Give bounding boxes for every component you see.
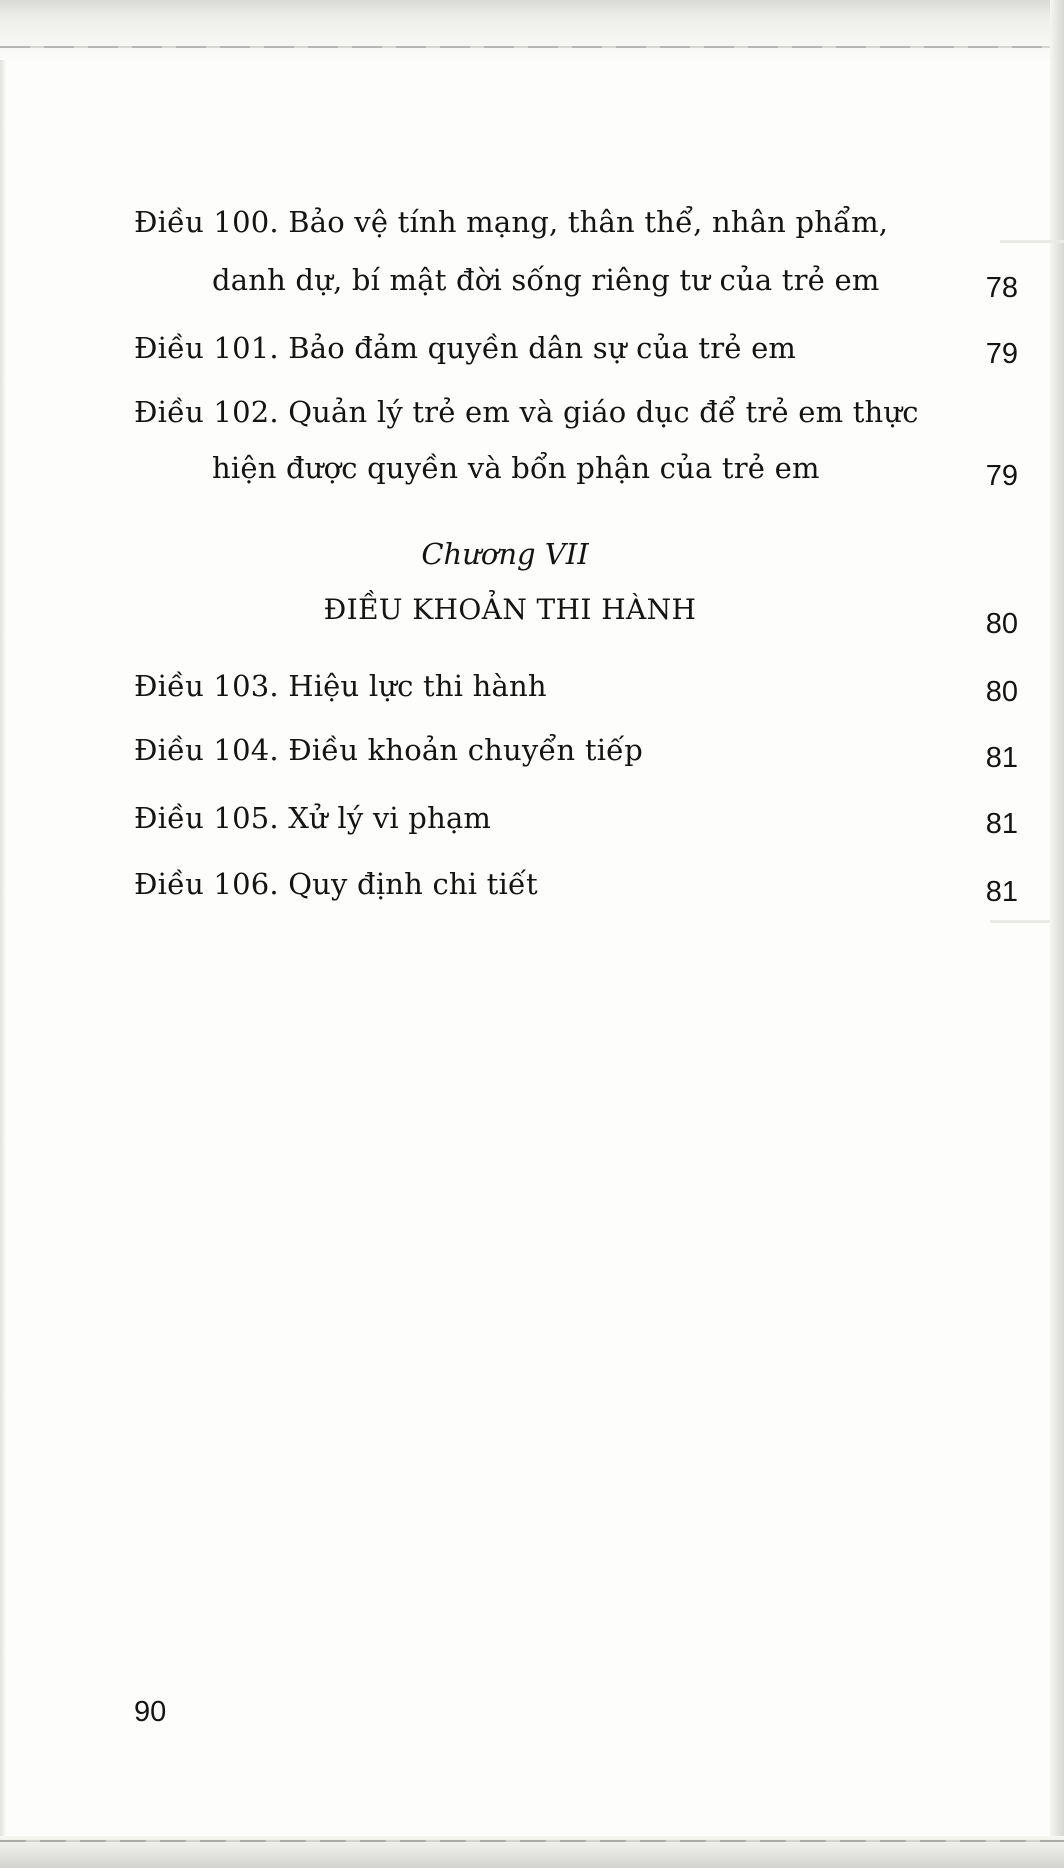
top-edge-line — [0, 46, 1064, 48]
show-through-mark — [990, 920, 1050, 923]
page-number: 90 — [134, 1696, 167, 1728]
toc-entry-102-page: 79 — [985, 460, 1018, 492]
toc-entry-106: Điều 106. Quy định chi tiết — [134, 867, 538, 901]
bottom-edge-line — [0, 1840, 1064, 1842]
toc-entry-100-page: 78 — [985, 272, 1018, 304]
chapter-label: Chương VII — [421, 537, 589, 571]
toc-entry-103-page: 80 — [985, 676, 1018, 708]
toc-entry-100-line1: Điều 100. Bảo vệ tính mạng, thân thể, nhân phẩm, — [134, 205, 889, 239]
show-through-mark — [1000, 240, 1064, 243]
toc-entry-104: Điều 104. Điều khoản chuyển tiếp — [134, 733, 643, 767]
toc-entry-102-line1: Điều 102. Quản lý trẻ em và giáo dục để trẻ em thực — [134, 395, 919, 429]
chapter-page: 80 — [985, 608, 1018, 640]
page-right-edge — [1050, 0, 1064, 1868]
chapter-title: ĐIỀU KHOẢN THI HÀNH — [323, 593, 697, 626]
toc-entry-102-line2: hiện được quyền và bổn phận của trẻ em — [212, 451, 820, 485]
toc-entry-101-page: 79 — [985, 338, 1018, 370]
page-left-edge — [0, 0, 6, 1868]
toc-entry-103: Điều 103. Hiệu lực thi hành — [134, 669, 547, 703]
toc-entry-100-line2: danh dự, bí mật đời sống riêng tư của trẻ em — [212, 263, 880, 297]
toc-entry-101: Điều 101. Bảo đảm quyền dân sự của trẻ em — [134, 331, 797, 365]
toc-entry-105: Điều 105. Xử lý vi phạm — [134, 801, 492, 835]
toc-entry-106-page: 81 — [985, 876, 1018, 908]
page-top-edge — [0, 0, 1064, 60]
toc-entry-104-page: 81 — [985, 742, 1018, 774]
toc-entry-105-page: 81 — [985, 808, 1018, 840]
